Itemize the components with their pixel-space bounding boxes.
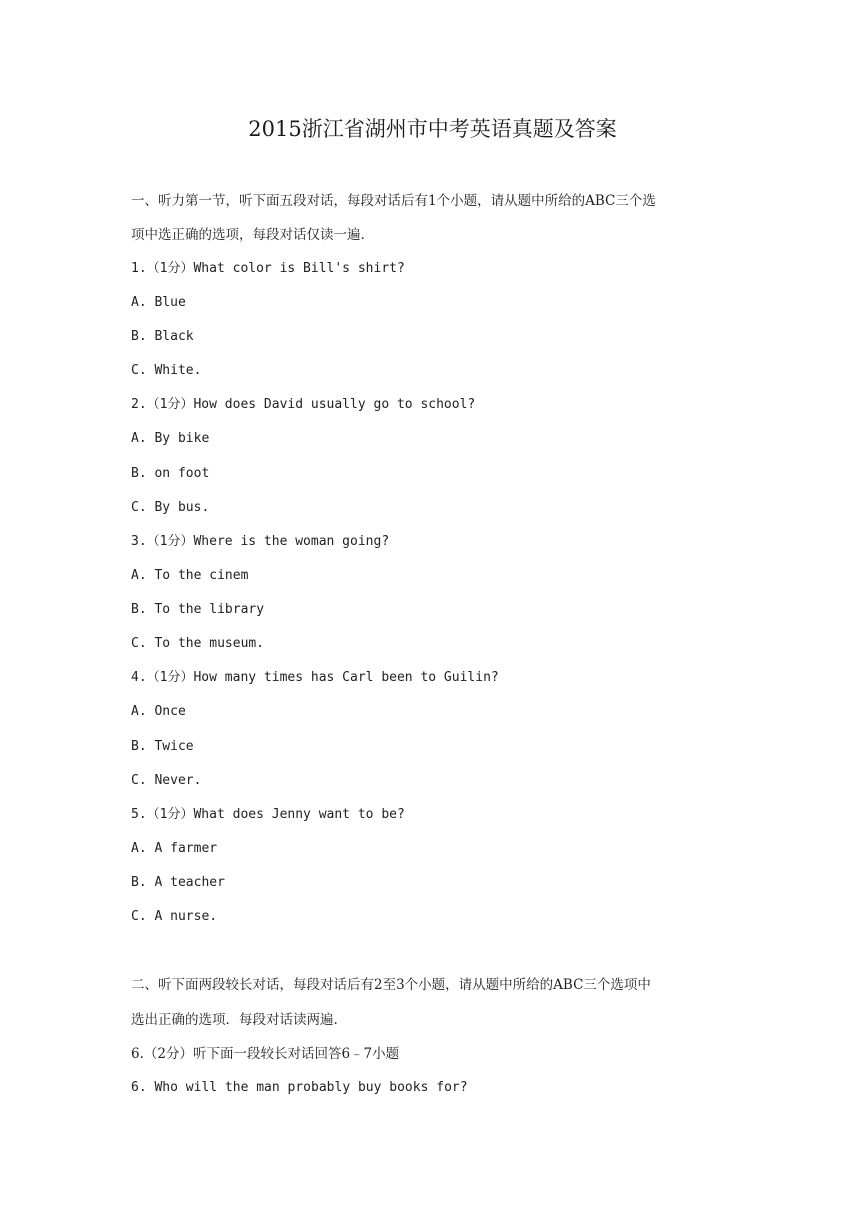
section1-heading-line1: 一、听力第一节，听下面五段对话，每段对话后有1个小题，请从题中所给的ABC三个选 [131, 193, 656, 209]
question-5-stem: 5.（1分）What does Jenny want to be? [131, 807, 405, 822]
question-5-option-a: A. A farmer [131, 841, 218, 856]
question-5-option-c: C. A nurse. [131, 909, 218, 924]
question-1-option-a: A. Blue [131, 295, 186, 310]
question-2-stem: 2.（1分）How does David usually go to school? [131, 397, 476, 412]
document-title: 2015浙江省湖州市中考英语真题及答案 [248, 117, 617, 141]
question-3-option-c: C. To the museum. [131, 636, 265, 651]
question-1-option-b: B. Black [131, 329, 194, 344]
question-6-stem: 6. Who will the man probably buy books for? [131, 1080, 468, 1095]
question-4-stem: 4.（1分）How many times has Carl been to Guilin? [131, 670, 499, 685]
section1-heading-line2: 项中选正确的选项，每段对话仅读一遍. [131, 227, 365, 243]
question-3-stem: 3.（1分）Where is the woman going? [131, 534, 390, 549]
question-4-option-b: B. Twice [131, 739, 194, 754]
question-1-option-c: C. White. [131, 363, 202, 378]
question-4-option-a: A. Once [131, 704, 186, 719]
question-2-option-b: B. on foot [131, 466, 210, 481]
question-2-option-c: C. By bus. [131, 500, 210, 515]
question-3-option-b: B. To the library [131, 602, 265, 617]
question-1-stem: 1.（1分）What color is Bill's shirt? [131, 261, 405, 276]
section2-heading-line2: 选出正确的选项．每段对话读两遍. [131, 1012, 338, 1028]
section2-heading-line1: 二、听下面两段较长对话，每段对话后有2至3个小题，请从题中所给的ABC三个选项中 [131, 977, 651, 993]
question-2-option-a: A. By bike [131, 431, 210, 446]
question-6-intro: 6.（2分）听下面一段较长对话回答6﹣7小题 [131, 1046, 400, 1062]
question-4-option-c: C. Never. [131, 773, 202, 788]
question-5-option-b: B. A teacher [131, 875, 225, 890]
question-3-option-a: A. To the cinem [131, 568, 249, 583]
